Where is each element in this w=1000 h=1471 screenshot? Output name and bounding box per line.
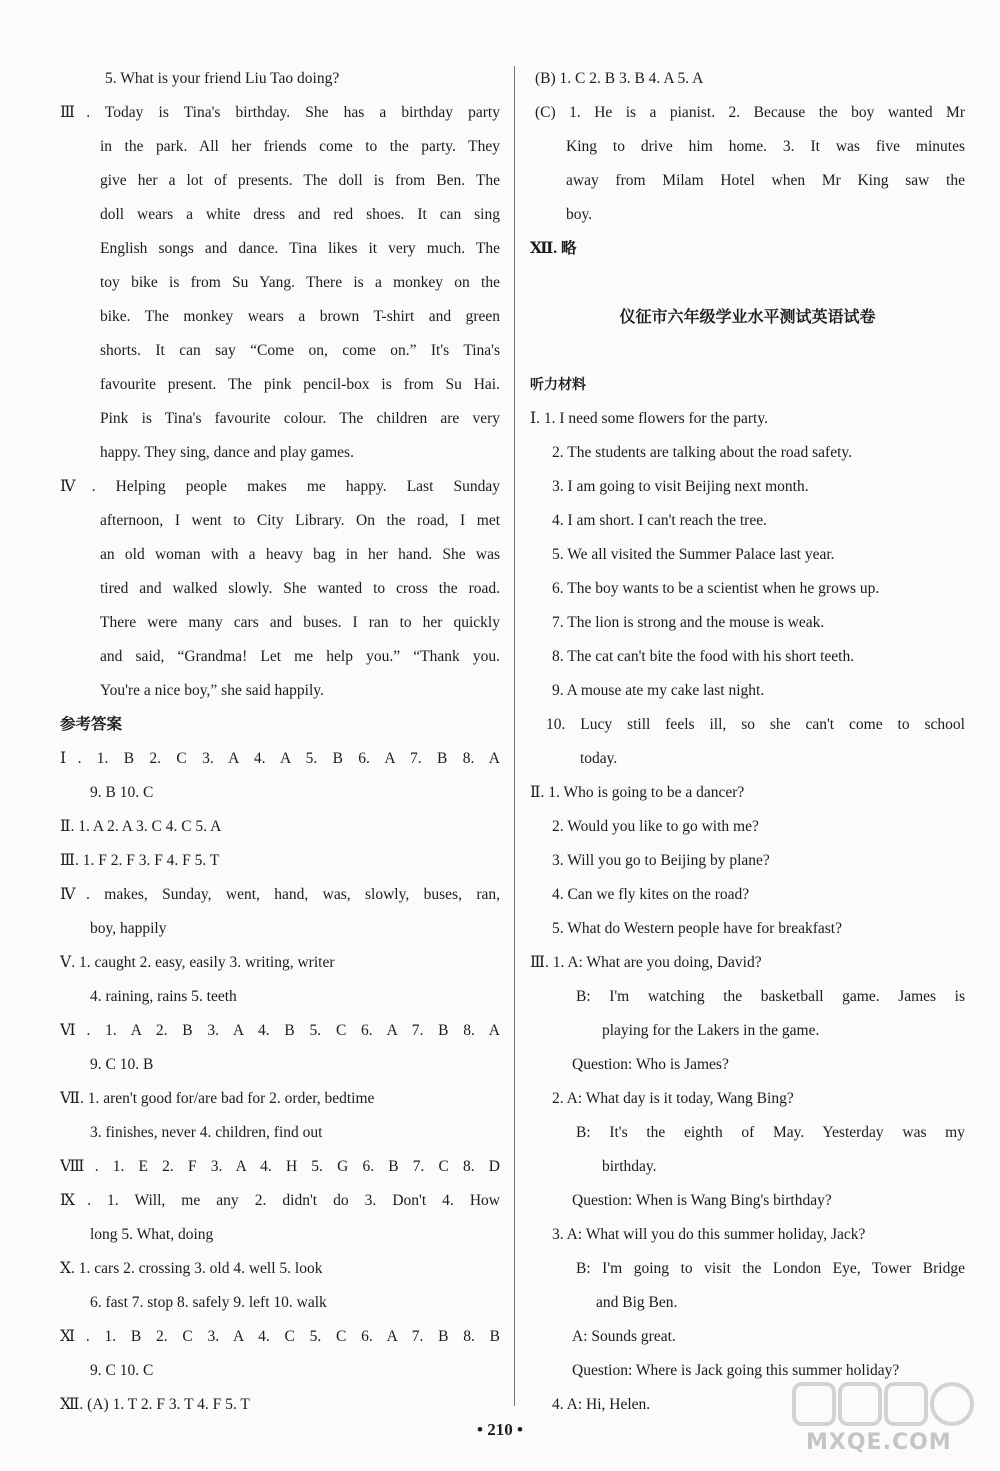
watermark-text: MXQE.COM (806, 1430, 952, 1455)
text-line: A: Sounds great. (572, 1328, 676, 1345)
text-line: afternoon, I went to City Library. On the road, I met (100, 512, 500, 529)
text-line (530, 334, 965, 368)
text-line: Ⅻ. 略 (530, 240, 577, 257)
text-line: 3. Will you go to Beijing by plane? (552, 852, 770, 869)
text-line: boy. (566, 206, 593, 223)
text-line: today. (580, 750, 618, 767)
text-line: Ⅵ. 1. A 2. B 3. A 4. B 5. C 6. A 7. B 8. A (60, 1022, 500, 1039)
section-heading: 听力材料 (530, 377, 586, 393)
text-line: Ⅳ. Helping people makes me happy. Last Sunday (60, 478, 500, 495)
text-line: 7. The lion is strong and the mouse is weak. (552, 614, 825, 631)
text-line: favourite present. The pink pencil-box is from Su Hai. (100, 376, 500, 393)
text-line: B: I'm watching the basketball game. James is (576, 988, 965, 1005)
text-line: Ⅷ. 1. E 2. F 3. A 4. H 5. G 6. B 7. C 8. D (60, 1158, 500, 1175)
text-line: There were many cars and buses. I ran to her quickly (100, 614, 500, 631)
text-line: and Big Ben. (596, 1294, 678, 1311)
text-line: 9. B 10. C (90, 784, 154, 801)
text-line: 5. We all visited the Summer Palace last year. (552, 546, 835, 563)
text-line: B: It's the eighth of May. Yesterday was my (576, 1124, 965, 1141)
text-line: Question: Who is James? (572, 1056, 729, 1073)
text-line: boy, happily (90, 920, 167, 937)
text-line: B: I'm going to visit the London Eye, Tower Bridge (576, 1260, 965, 1277)
text-line: (C) 1. He is a pianist. 2. Because the boy wanted Mr (535, 104, 965, 121)
text-line: 9. C 10. B (90, 1056, 154, 1073)
right-column (530, 62, 965, 1422)
text-line: Ⅱ. 1. Who is going to be a dancer? (530, 784, 745, 801)
text-line: tired and walked slowly. She wanted to cross the road. (100, 580, 500, 597)
text-line: 3. finishes, never 4. children, find out (90, 1124, 323, 1141)
text-line: You're a nice boy,” she said happily. (100, 682, 324, 699)
text-line: an old woman with a heavy bag in her hand. She was (100, 546, 500, 563)
text-line: happy. They sing, dance and play games. (100, 444, 354, 461)
text-line: 8. The cat can't bite the food with his short teeth. (552, 648, 855, 665)
text-line: birthday. (602, 1158, 657, 1175)
text-line: Ⅸ. 1. Will, me any 2. didn't do 3. Don't 4. How (60, 1192, 500, 1209)
text-line: Ⅳ. makes, Sunday, went, hand, was, slowly, buses, ran, (60, 886, 500, 903)
text-line: 3. A: What will you do this summer holiday, Jack? (552, 1226, 866, 1243)
text-line: long 5. What, doing (90, 1226, 214, 1243)
section-title: 仪征市六年级学业水平测试英语试卷 (619, 307, 876, 326)
text-line: doll wears a white dress and red shoes. It can sing (100, 206, 500, 223)
text-line: Ⅰ. 1. B 2. C 3. A 4. A 5. B 6. A 7. B 8. A (60, 750, 500, 767)
text-line: 2. Would you like to go with me? (552, 818, 759, 835)
text-line: 4. A: Hi, Helen. (552, 1396, 651, 1413)
text-line: Ⅱ. 1. A 2. A 3. C 4. C 5. A (60, 818, 222, 835)
text-line: Ⅲ. Today is Tina's birthday. She has a birthday party (60, 104, 500, 121)
left-column (60, 62, 500, 1422)
text-line: 2. The students are talking about the road safety. (552, 444, 853, 461)
text-line: 4. raining, rains 5. teeth (90, 988, 237, 1005)
text-line: 6. fast 7. stop 8. safely 9. left 10. walk (90, 1294, 327, 1311)
text-line: Ⅶ. 1. aren't good for/are bad for 2. order, bedtime (60, 1090, 375, 1107)
text-line: Ⅺ. 1. B 2. C 3. A 4. C 5. C 6. A 7. B 8. B (60, 1328, 500, 1345)
text-line: shorts. It can say “Come on, come on.” It's Tina's (100, 342, 500, 359)
text-line: give her a lot of presents. The doll is from Ben. The (100, 172, 500, 189)
text-line: 6. The boy wants to be a scientist when he grows up. (552, 580, 880, 597)
text-line: and said, “Grandma! Let me help you.” “Thank you. (100, 648, 500, 665)
text-line: 4. I am short. I can't reach the tree. (552, 512, 767, 529)
text-line: 2. A: What day is it today, Wang Bing? (552, 1090, 794, 1107)
text-line: 参考答案 (60, 716, 123, 733)
page-number: • 210 • (477, 1420, 523, 1439)
text-line: Ⅴ. 1. caught 2. easy, easily 3. writing, writer (60, 954, 335, 971)
text-line: Pink is Tina's favourite colour. The children are very (100, 410, 500, 427)
text-line: English songs and dance. Tina likes it very much. The (100, 240, 500, 257)
text-line: Ⅲ. 1. F 2. F 3. F 4. F 5. T (60, 852, 220, 869)
text-line: (B) 1. C 2. B 3. B 4. A 5. A (535, 70, 704, 87)
text-line: 3. I am going to visit Beijing next month. (552, 478, 809, 495)
text-line: toy bike is from Su Yang. There is a monkey on the (100, 274, 500, 291)
text-line: Ⅻ. (A) 1. T 2. F 3. T 4. F 5. T (60, 1396, 250, 1413)
column-divider (514, 66, 515, 1406)
text-line: Ⅰ. 1. I need some flowers for the party. (530, 410, 768, 427)
text-line: in the park. All her friends come to the party. They (100, 138, 500, 155)
text-line: bike. The monkey wears a brown T-shirt and green (100, 308, 500, 325)
text-line: 9. A mouse ate my cake last night. (552, 682, 765, 699)
text-line: King to drive him home. 3. It was five minutes (566, 138, 965, 155)
text-line: 5. What is your friend Liu Tao doing? (105, 70, 340, 87)
text-line (530, 266, 965, 300)
text-line: Ⅹ. 1. cars 2. crossing 3. old 4. well 5. look (60, 1260, 323, 1277)
text-line: Question: When is Wang Bing's birthday? (572, 1192, 832, 1209)
text-line: 10. Lucy still feels ill, so she can't come to school (546, 716, 965, 733)
text-line: Ⅲ. 1. A: What are you doing, David? (530, 954, 762, 971)
text-line: 4. Can we fly kites on the road? (552, 886, 750, 903)
text-line: playing for the Lakers in the game. (602, 1022, 820, 1039)
text-line: 9. C 10. C (90, 1362, 154, 1379)
text-line: away from Milam Hotel when Mr King saw the (566, 172, 965, 189)
text-line: Question: Where is Jack going this summer holiday? (572, 1362, 900, 1379)
text-line: 5. What do Western people have for breakfast? (552, 920, 842, 937)
